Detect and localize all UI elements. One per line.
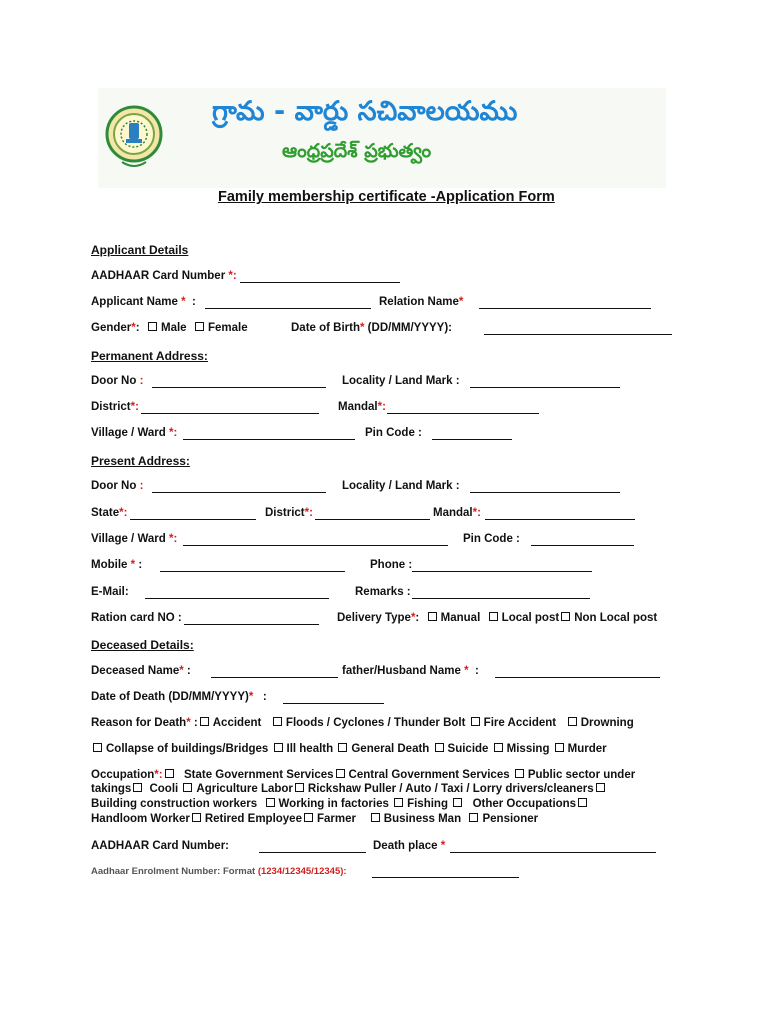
occupation-option: Working in factories xyxy=(278,798,389,810)
reason-option: General Death xyxy=(351,743,430,755)
row-dob xyxy=(291,322,452,334)
required-mark: *: xyxy=(119,507,128,519)
reason-option: Suicide xyxy=(447,743,489,755)
female-checkbox[interactable] xyxy=(195,322,204,331)
pin-code-label: Pin Code : xyxy=(365,427,422,439)
occupation-option: Cooli xyxy=(149,783,179,795)
district-label: District xyxy=(91,401,131,413)
required-mark: *: xyxy=(228,270,237,282)
applicant-name-label: Applicant Name xyxy=(91,296,182,308)
date-of-death-field[interactable] xyxy=(283,691,384,704)
row-death-place xyxy=(373,840,445,852)
row-remarks xyxy=(355,586,411,598)
pres-state-field[interactable] xyxy=(130,507,256,520)
required-mark: * xyxy=(360,322,365,334)
ration-card-field[interactable] xyxy=(184,612,319,625)
drowning-checkbox[interactable] xyxy=(568,717,577,726)
row-pres-mandal xyxy=(433,507,481,519)
colon: : xyxy=(139,480,144,492)
occupation-checkbox[interactable] xyxy=(371,813,380,822)
row-perm-district xyxy=(91,401,139,413)
non-local-post-checkbox[interactable] xyxy=(561,612,570,621)
required-mark: * xyxy=(248,691,254,703)
dob-label: Date of Birth xyxy=(291,322,360,334)
suicide-checkbox[interactable] xyxy=(435,743,444,752)
row-perm-door-no xyxy=(91,375,143,387)
row-occupation-1 xyxy=(91,769,635,781)
row-perm-mandal xyxy=(338,401,386,413)
enrolment-format: (1234/12345/12345): xyxy=(257,866,347,877)
enrolment-label: Aadhaar Enrolment Number: Format xyxy=(91,866,258,877)
required-mark: *: xyxy=(472,507,481,519)
occupation-option: Pensioner xyxy=(482,813,539,825)
occupation-checkbox[interactable] xyxy=(266,798,275,807)
required-mark: *: xyxy=(377,401,386,413)
occupation-checkbox[interactable] xyxy=(578,798,587,807)
dob-field[interactable] xyxy=(484,322,672,335)
remarks-label: Remarks : xyxy=(355,586,411,598)
row-occupation-2 xyxy=(91,783,609,795)
enrolment-field[interactable] xyxy=(372,865,519,878)
section-applicant-details: Applicant Details xyxy=(91,243,189,257)
reason-option: Ill health xyxy=(286,743,334,755)
perm-pin-field[interactable] xyxy=(432,427,512,440)
colon: : xyxy=(415,612,420,624)
reason-option: Missing xyxy=(506,743,550,755)
occupation-option: Rickshaw Puller / Auto / Taxi / Lorry drivers/cleaners xyxy=(307,783,594,795)
perm-mandal-field[interactable] xyxy=(387,401,539,414)
reason-option: Drowning xyxy=(580,717,634,729)
district-label: District xyxy=(265,507,305,519)
door-no-label: Door No xyxy=(91,480,140,492)
reason-option: Floods / Cyclones / Thunder Bolt xyxy=(285,717,466,729)
occupation-checkbox[interactable] xyxy=(336,769,345,778)
row-deceased-aadhaar xyxy=(91,840,229,852)
reason-option: Collapse of buildings/Bridges xyxy=(106,743,269,755)
pres-village-field[interactable] xyxy=(183,533,448,546)
required-mark: * xyxy=(440,840,446,852)
manual-option: Manual xyxy=(440,612,481,624)
occupation-checkbox[interactable] xyxy=(295,783,304,792)
general-death-checkbox[interactable] xyxy=(338,743,347,752)
pres-locality-field[interactable] xyxy=(470,480,620,493)
occupation-option: Handloom Worker xyxy=(91,813,190,825)
occupation-option: State Government Services xyxy=(183,769,334,781)
row-email xyxy=(91,586,129,598)
required-mark: * xyxy=(410,612,416,624)
aadhaar-label: AADHAAR Card Number xyxy=(91,270,229,282)
colon: : xyxy=(139,375,144,387)
perm-locality-field[interactable] xyxy=(470,375,620,388)
mandal-label: Mandal xyxy=(338,401,378,413)
mandal-label: Mandal xyxy=(433,507,473,519)
row-enrolment-number xyxy=(91,866,347,877)
relation-name-field[interactable] xyxy=(479,296,651,309)
deceased-aadhaar-field[interactable] xyxy=(259,840,366,853)
locality-label: Locality / Land Mark : xyxy=(342,375,460,387)
required-mark: * xyxy=(186,717,191,729)
father-husband-label: father/Husband Name xyxy=(342,665,465,677)
perm-district-field[interactable] xyxy=(141,401,319,414)
delivery-type-label: Delivery Type xyxy=(337,612,411,624)
required-mark: *: xyxy=(154,769,163,781)
mobile-label: Mobile xyxy=(91,559,131,571)
collapse-checkbox[interactable] xyxy=(93,743,102,752)
row-pres-district xyxy=(265,507,313,519)
row-pres-pin xyxy=(463,533,520,545)
row-pres-door-no xyxy=(91,480,143,492)
occupation-checkbox[interactable] xyxy=(165,769,174,778)
reason-for-death-label: Reason for Death xyxy=(91,717,187,729)
row-father-husband xyxy=(342,665,479,677)
row-perm-pin xyxy=(365,427,422,439)
pin-code-label: Pin Code : xyxy=(463,533,520,545)
local-post-option: Local post xyxy=(501,612,560,624)
office-title: గ్రామ - వార్డు సచివాలయము xyxy=(212,96,518,127)
required-mark: *: xyxy=(130,401,139,413)
floods-checkbox[interactable] xyxy=(273,717,282,726)
relation-name-label: Relation Name xyxy=(379,296,459,308)
required-mark: * xyxy=(458,296,464,308)
occupation-checkbox[interactable] xyxy=(183,783,192,792)
ill-health-checkbox[interactable] xyxy=(274,743,283,752)
email-field[interactable] xyxy=(145,586,329,599)
occupation-checkbox[interactable] xyxy=(394,798,403,807)
colon: : xyxy=(474,665,479,677)
row-delivery-type xyxy=(337,612,657,624)
row-pres-locality xyxy=(342,480,460,492)
occupation-checkbox[interactable] xyxy=(453,798,462,807)
row-pres-state xyxy=(91,507,127,519)
manual-checkbox[interactable] xyxy=(428,612,437,621)
pres-district-field[interactable] xyxy=(315,507,430,520)
occupation-option: Business Man xyxy=(383,813,462,825)
occupation-checkbox[interactable] xyxy=(304,813,313,822)
door-no-label: Door No xyxy=(91,375,140,387)
occupation-checkbox[interactable] xyxy=(192,813,201,822)
occupation-checkbox[interactable] xyxy=(515,769,524,778)
row-aadhaar xyxy=(91,270,237,282)
section-permanent-address: Permanent Address: xyxy=(91,349,208,363)
row-occupation-4 xyxy=(91,813,538,825)
occupation-checkbox[interactable] xyxy=(133,783,142,792)
required-mark: * xyxy=(181,296,186,308)
required-mark: * xyxy=(131,322,136,334)
occupation-option: Building construction workers xyxy=(91,798,258,810)
form-title: Family membership certificate -Application Form xyxy=(218,189,555,205)
government-subtitle: ఆంధ్రప్రదేశ్ ప్రభుత్వం xyxy=(282,140,432,162)
village-ward-label: Village / Ward xyxy=(91,533,169,545)
row-mobile xyxy=(91,559,142,571)
locality-label: Locality / Land Mark : xyxy=(342,480,460,492)
local-post-checkbox[interactable] xyxy=(489,612,498,621)
reason-option: Murder xyxy=(567,743,607,755)
state-emblem-icon xyxy=(104,96,164,180)
occupation-option: Retired Employee xyxy=(204,813,302,825)
pres-pin-field[interactable] xyxy=(531,533,634,546)
occupation-label: Occupation xyxy=(91,769,155,781)
village-ward-label: Village / Ward xyxy=(91,427,169,439)
murder-checkbox[interactable] xyxy=(555,743,564,752)
male-checkbox[interactable] xyxy=(148,322,157,331)
phone-label: Phone : xyxy=(370,559,413,571)
occupation-option: Public sector under xyxy=(527,769,636,781)
required-mark: *: xyxy=(304,507,313,519)
occupation-option: Farmer xyxy=(316,813,356,825)
date-of-death-label: Date of Death (DD/MM/YYYY) xyxy=(91,691,249,703)
required-mark: *: xyxy=(168,533,178,545)
deceased-name-label: Deceased Name xyxy=(91,665,180,677)
required-mark: * xyxy=(179,665,184,677)
state-label: State xyxy=(91,507,120,519)
required-mark: * xyxy=(130,559,136,571)
death-place-field[interactable] xyxy=(450,840,656,853)
applicant-name-field[interactable] xyxy=(205,296,371,309)
ration-card-label: Ration card NO : xyxy=(91,612,182,624)
occupation-checkbox[interactable] xyxy=(596,783,605,792)
row-deceased-name xyxy=(91,665,191,677)
row-reason-line2 xyxy=(91,743,607,755)
perm-door-no-field[interactable] xyxy=(152,375,326,388)
colon: : xyxy=(262,691,267,703)
colon: : xyxy=(135,322,140,334)
perm-village-field[interactable] xyxy=(183,427,355,440)
email-label: E-Mail: xyxy=(91,586,129,598)
female-option: Female xyxy=(207,322,248,334)
death-place-label: Death place xyxy=(373,840,441,852)
accident-checkbox[interactable] xyxy=(200,717,209,726)
aadhaar-field[interactable] xyxy=(240,270,400,283)
row-pres-village xyxy=(91,533,177,545)
father-husband-field[interactable] xyxy=(495,665,660,678)
occupation-checkbox[interactable] xyxy=(469,813,478,822)
occupation-option: Central Government Services xyxy=(348,769,510,781)
row-perm-village xyxy=(91,427,177,439)
reason-option: Accident xyxy=(212,717,262,729)
deceased-name-field[interactable] xyxy=(211,665,338,678)
missing-checkbox[interactable] xyxy=(494,743,503,752)
occupation-option: Agriculture Labor xyxy=(196,783,293,795)
pres-mandal-field[interactable] xyxy=(485,507,635,520)
section-deceased-details: Deceased Details: xyxy=(91,638,194,652)
gender-label: Gender xyxy=(91,322,132,334)
reason-option: Fire Accident xyxy=(483,717,557,729)
occupation-option: Fishing xyxy=(407,798,448,810)
row-gender-dob xyxy=(91,322,248,334)
aadhaar-card-number-label: AADHAAR Card Number: xyxy=(91,840,230,852)
row-reason-for-death xyxy=(91,717,634,729)
row-occupation-3 xyxy=(91,798,591,810)
remarks-field[interactable] xyxy=(412,586,590,599)
row-date-of-death xyxy=(91,691,267,703)
dob-format: (DD/MM/YYYY): xyxy=(364,322,453,334)
row-perm-locality xyxy=(342,375,460,387)
row-applicant-name xyxy=(91,296,196,308)
required-mark: *: xyxy=(168,427,178,439)
occupation-option: takings xyxy=(91,783,132,795)
fire-accident-checkbox[interactable] xyxy=(471,717,480,726)
colon: : xyxy=(186,665,191,677)
non-local-post-option: Non Local post xyxy=(574,612,658,624)
colon: : xyxy=(193,717,198,729)
row-phone xyxy=(370,559,412,571)
occupation-option: Other Occupations xyxy=(472,798,577,810)
section-present-address: Present Address: xyxy=(91,454,190,468)
colon: : xyxy=(138,559,143,571)
row-relation-name xyxy=(379,296,463,308)
required-mark: * xyxy=(464,665,469,677)
row-ration-card xyxy=(91,612,182,624)
pres-door-no-field[interactable] xyxy=(152,480,326,493)
colon: : xyxy=(191,296,196,308)
male-option: Male xyxy=(160,322,187,334)
mobile-field[interactable] xyxy=(160,559,345,572)
phone-field[interactable] xyxy=(412,559,592,572)
